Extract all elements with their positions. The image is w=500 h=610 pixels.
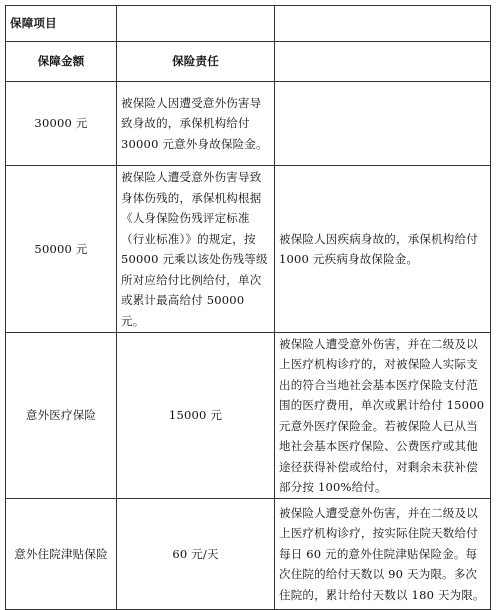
liability-cell: 被保险人因遭受意外伤害导致身故的，承保机构给付 30000 元意外身故保险金。 [117, 82, 275, 166]
table-row [6, 166, 491, 333]
insurance-coverage-table [5, 5, 491, 610]
table-header-row-items [6, 6, 491, 42]
liability-cell: 被保险人遭受意外伤害，并在二级及以上医疗机构诊疗的，对被保险人实际支出的符合当地社会基本医疗保险支付范围的医疗费用，单次或累计给付 15000 元意外医疗保险金。若被保险人已从当地社会基本医疗保险、公费医疗或其他途径获得补偿或给付，对剩余未获补偿部分按 100%给付。 [275, 333, 491, 499]
header-empty-cell [275, 42, 491, 82]
header-coverage-item: 保障项目 [6, 6, 117, 42]
table-row [6, 499, 491, 610]
header-empty-cell [275, 6, 491, 42]
liability-cell: 被保险人遭受意外伤害导致身体伤残的，承保机构根据《人身保险伤残评定标准（行业标准）》的规定，按 50000 元乘以该处伤残等级所对应给付比例给付，单次或累计最高给付 50000 元。 [117, 166, 275, 333]
amount-cell: 15000 元 [117, 333, 275, 499]
liability-cell: 被保险人因疾病身故的，承保机构给付 1000 元疾病身故保险金。 [275, 166, 491, 333]
header-empty-cell [117, 6, 275, 42]
amount-cell: 30000 元 [6, 82, 117, 166]
empty-cell [275, 82, 491, 166]
item-cell: 意外医疗保险 [6, 333, 117, 499]
item-cell: 意外住院津贴保险 [6, 499, 117, 610]
liability-cell: 被保险人遭受意外伤害，并在二级及以上医疗机构诊疗，按实际住院天数给付每日 60 元的意外住院津贴保险金。每次住院的给付天数以 90 天为限。多次住院的，累计给付天数以 180 天为限。 [275, 499, 491, 610]
amount-cell: 50000 元 [6, 166, 117, 333]
table-row [6, 82, 491, 166]
amount-cell: 60 元/天 [117, 499, 275, 610]
table-row [6, 333, 491, 499]
table-header-row-columns [6, 42, 491, 82]
header-insurance-liability: 保险责任 [117, 42, 275, 82]
header-coverage-amount: 保障金额 [6, 42, 117, 82]
